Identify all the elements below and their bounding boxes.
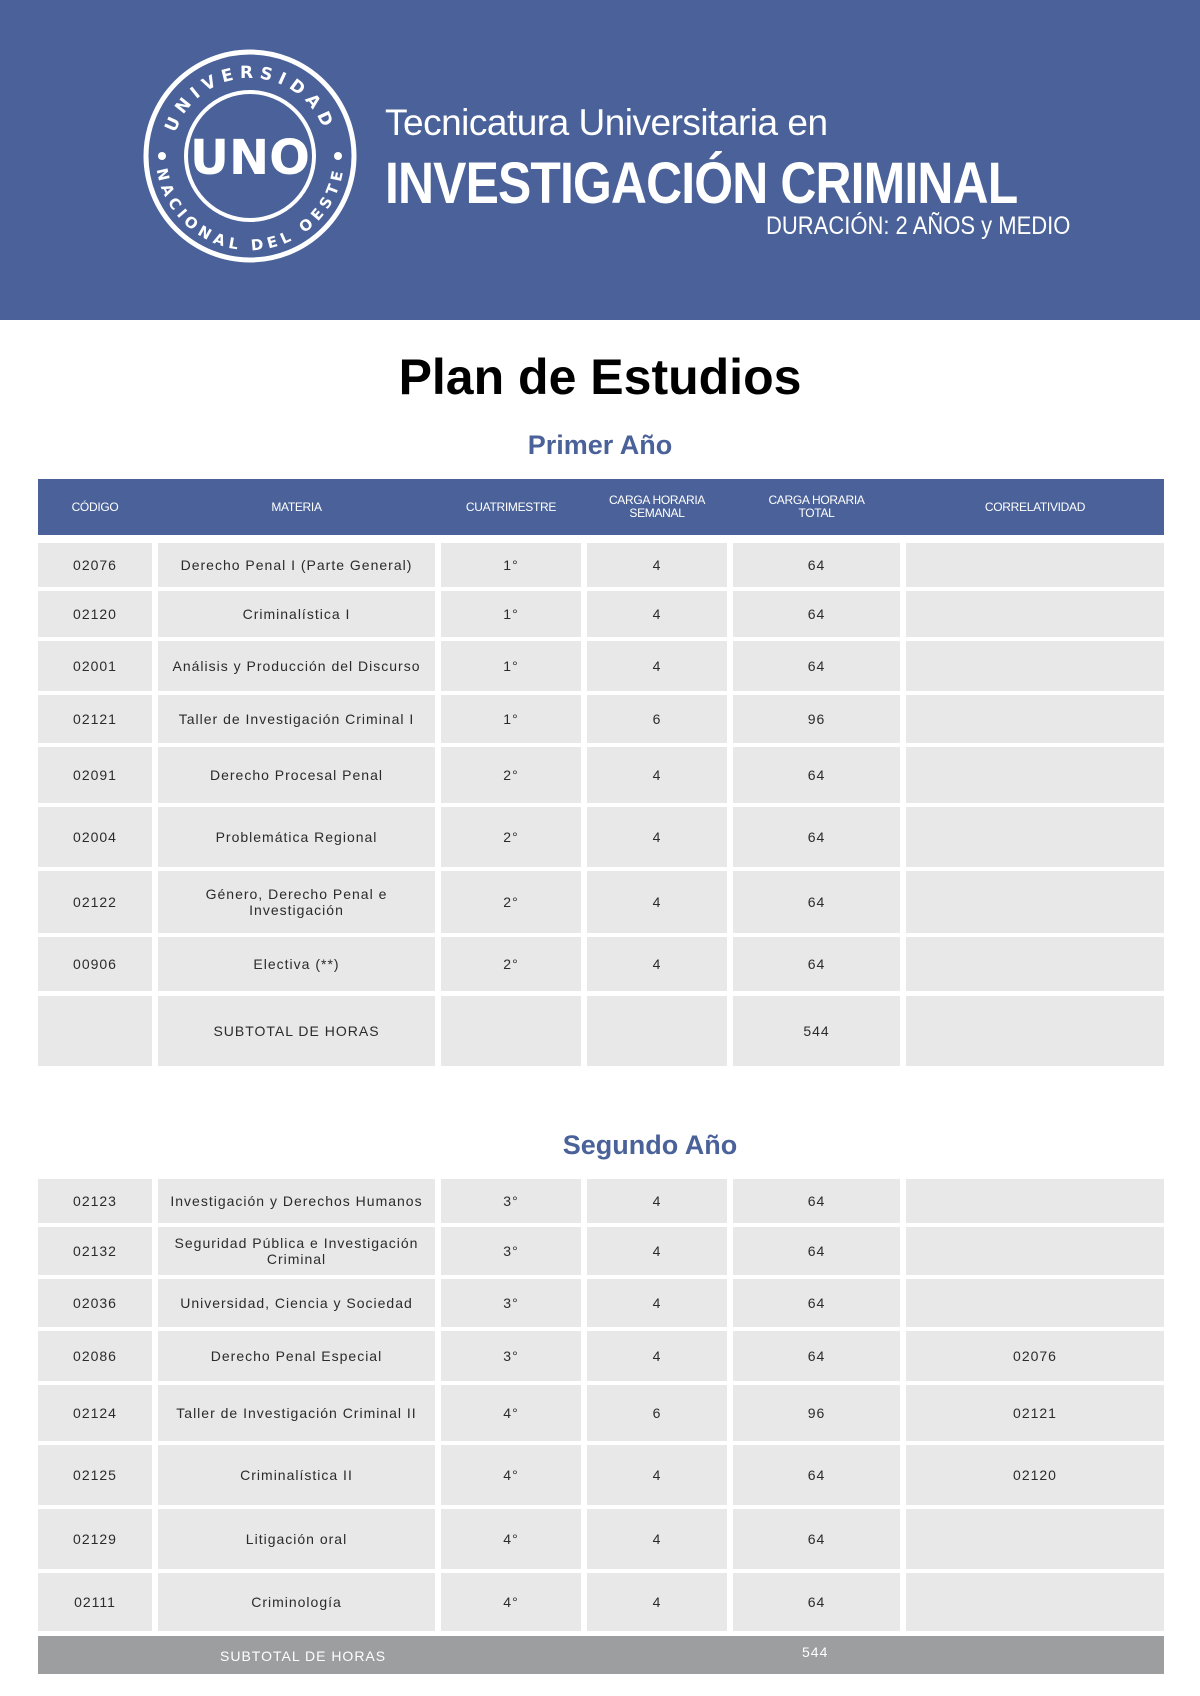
cell-total: 64	[733, 1445, 900, 1505]
cell-correlatividad: 02121	[906, 1385, 1164, 1441]
cell-cuatrimestre: 3°	[441, 1331, 581, 1381]
cell-materia: Derecho Penal Especial	[158, 1331, 435, 1381]
cell-codigo: 02129	[38, 1509, 152, 1569]
cell-materia: Litigación oral	[158, 1509, 435, 1569]
cell-codigo: 02122	[38, 871, 152, 933]
cell-materia: Criminología	[158, 1573, 435, 1631]
cell-correlatividad: 02076	[906, 1331, 1164, 1381]
cell-codigo: 02111	[38, 1573, 152, 1631]
table-row	[38, 1331, 1164, 1381]
table-row	[38, 871, 1164, 933]
cell-total: 64	[733, 1279, 900, 1327]
header-materia: MATERIA	[271, 499, 322, 514]
cell-total: 64	[733, 1227, 900, 1275]
cell-codigo: 02091	[38, 747, 152, 803]
cell-materia: Criminalística II	[158, 1445, 435, 1505]
svg-text:UNIVERSIDAD: UNIVERSIDAD	[161, 62, 339, 135]
cell-materia: Taller de Investigación Criminal II	[158, 1385, 435, 1441]
cell-cuatrimestre: 4°	[441, 1573, 581, 1631]
table-row	[38, 1227, 1164, 1275]
cell-total: 96	[733, 1385, 900, 1441]
page-title: Plan de Estudios	[398, 349, 802, 405]
cell-materia: Criminalística I	[158, 591, 435, 637]
cell-cuatrimestre: 4°	[441, 1509, 581, 1569]
cell-materia: Derecho Procesal Penal	[158, 747, 435, 803]
cell-semanal: 4	[587, 1573, 727, 1631]
cell-codigo: 02086	[38, 1331, 152, 1381]
year2-title: Segundo Año	[562, 1130, 738, 1160]
table-row	[38, 641, 1164, 691]
cell-cuatrimestre: 1°	[441, 543, 581, 587]
cell-cuatrimestre: 1°	[441, 641, 581, 691]
table-row	[38, 1445, 1164, 1505]
cell-semanal: 4	[587, 1331, 727, 1381]
cell-cuatrimestre: 1°	[441, 591, 581, 637]
header-carga-total: CARGA HORARIA TOTAL	[768, 493, 865, 520]
year2-subtotal-label: SUBTOTAL DE HORAS	[220, 1648, 387, 1664]
table-row	[38, 1509, 1164, 1569]
cell-correlatividad	[906, 1573, 1164, 1631]
table-row	[38, 807, 1164, 867]
cell-materia: Género, Derecho Penal e Investigación	[158, 871, 435, 933]
program-title: INVESTIGACIÓN CRIMINAL	[385, 151, 1018, 216]
year2-subtotal-value: 544	[802, 1644, 829, 1660]
cell-semanal: 4	[587, 591, 727, 637]
cell-materia: Derecho Penal I (Parte General)	[158, 543, 435, 587]
cell-semanal: 4	[587, 1227, 727, 1275]
program-duration: DURACIÓN: 2 AÑOS y MEDIO	[766, 212, 1071, 240]
cell-codigo: 02123	[38, 1179, 152, 1223]
cell-total: 64	[733, 543, 900, 587]
cell-correlatividad	[906, 937, 1164, 991]
logo-text: UNO	[190, 130, 310, 186]
cell-codigo: 02076	[38, 543, 152, 587]
cell-total: 64	[733, 591, 900, 637]
header-codigo: CÓDIGO	[71, 499, 119, 514]
year2-subtotal-row	[38, 1636, 1164, 1674]
cell-semanal: 4	[587, 937, 727, 991]
cell-codigo: 02120	[38, 591, 152, 637]
program-subtitle: Tecnicatura Universitaria en	[385, 102, 828, 143]
cell-semanal: 6	[587, 695, 727, 743]
cell-total: 64	[733, 747, 900, 803]
cell-codigo: 02001	[38, 641, 152, 691]
table-header	[38, 479, 1164, 535]
header-cuatrimestre: CUATRIMESTRE	[465, 499, 557, 514]
svg-text:NACIONAL DEL OESTE: NACIONAL DEL OESTE	[152, 166, 348, 255]
cell-semanal: 4	[587, 1509, 727, 1569]
cell-correlatividad	[906, 807, 1164, 867]
header-correlatividad: CORRELATIVIDAD	[984, 499, 1086, 514]
cell-cuatrimestre: 1°	[441, 695, 581, 743]
year1-title: Primer Año	[527, 430, 673, 460]
table-row	[38, 695, 1164, 743]
cell-semanal: 4	[587, 1279, 727, 1327]
cell-correlatividad	[906, 695, 1164, 743]
cell-correlatividad	[906, 641, 1164, 691]
cell-cuatrimestre: 3°	[441, 1179, 581, 1223]
cell-codigo: 02121	[38, 695, 152, 743]
cell-total: 64	[733, 871, 900, 933]
table-row	[38, 937, 1164, 991]
cell-semanal: 4	[587, 1179, 727, 1223]
cell-correlatividad	[906, 1279, 1164, 1327]
cell-total: 64	[733, 1509, 900, 1569]
cell-cuatrimestre: 2°	[441, 807, 581, 867]
cell-materia: Taller de Investigación Criminal I	[158, 695, 435, 743]
cell-codigo: 02004	[38, 807, 152, 867]
cell-cuatrimestre: 2°	[441, 937, 581, 991]
header-carga-semanal: CARGA HORARIA SEMANAL	[608, 493, 706, 520]
cell-total: 64	[733, 1179, 900, 1223]
cell-semanal: 6	[587, 1385, 727, 1441]
cell-materia: Universidad, Ciencia y Sociedad	[158, 1279, 435, 1327]
cell-correlatividad	[906, 747, 1164, 803]
year1-subtotal-value: 544	[733, 996, 900, 1066]
cell-correlatividad	[906, 871, 1164, 933]
cell-cuatrimestre: 2°	[441, 871, 581, 933]
cell-cuatrimestre: 2°	[441, 747, 581, 803]
cell-semanal: 4	[587, 641, 727, 691]
cell-codigo: 02125	[38, 1445, 152, 1505]
table-row	[38, 1279, 1164, 1327]
cell-total: 64	[733, 1331, 900, 1381]
table-row	[38, 1573, 1164, 1631]
cell-total: 64	[733, 641, 900, 691]
cell-cuatrimestre: 4°	[441, 1385, 581, 1441]
cell-correlatividad	[906, 543, 1164, 587]
cell-semanal: 4	[587, 543, 727, 587]
table-row	[38, 1179, 1164, 1223]
cell-semanal: 4	[587, 807, 727, 867]
cell-codigo: 02036	[38, 1279, 152, 1327]
cell-semanal: 4	[587, 1445, 727, 1505]
year1-subtotal-label: SUBTOTAL DE HORAS	[158, 996, 435, 1066]
table-row	[38, 543, 1164, 587]
cell-correlatividad	[906, 1179, 1164, 1223]
cell-total: 64	[733, 1573, 900, 1631]
cell-semanal: 4	[587, 871, 727, 933]
cell-cuatrimestre: 4°	[441, 1445, 581, 1505]
cell-materia: Seguridad Pública e Investigación Criminal	[158, 1227, 435, 1275]
cell-codigo: 00906	[38, 937, 152, 991]
cell-total: 64	[733, 807, 900, 867]
cell-total: 96	[733, 695, 900, 743]
cell-correlatividad: 02120	[906, 1445, 1164, 1505]
cell-codigo: 02132	[38, 1227, 152, 1275]
cell-materia: Análisis y Producción del Discurso	[158, 641, 435, 691]
university-seal-logo	[142, 48, 358, 264]
table-row	[38, 1385, 1164, 1441]
year1-subtotal-row	[38, 996, 1164, 1066]
cell-materia: Problemática Regional	[158, 807, 435, 867]
cell-total: 64	[733, 937, 900, 991]
cell-cuatrimestre: 3°	[441, 1227, 581, 1275]
cell-cuatrimestre: 3°	[441, 1279, 581, 1327]
table-row	[38, 747, 1164, 803]
table-row	[38, 591, 1164, 637]
header-banner	[0, 0, 1200, 320]
cell-semanal: 4	[587, 747, 727, 803]
cell-materia: Investigación y Derechos Humanos	[158, 1179, 435, 1223]
cell-correlatividad	[906, 1227, 1164, 1275]
cell-correlatividad	[906, 591, 1164, 637]
cell-correlatividad	[906, 1509, 1164, 1569]
cell-materia: Electiva (**)	[158, 937, 435, 991]
cell-codigo: 02124	[38, 1385, 152, 1441]
